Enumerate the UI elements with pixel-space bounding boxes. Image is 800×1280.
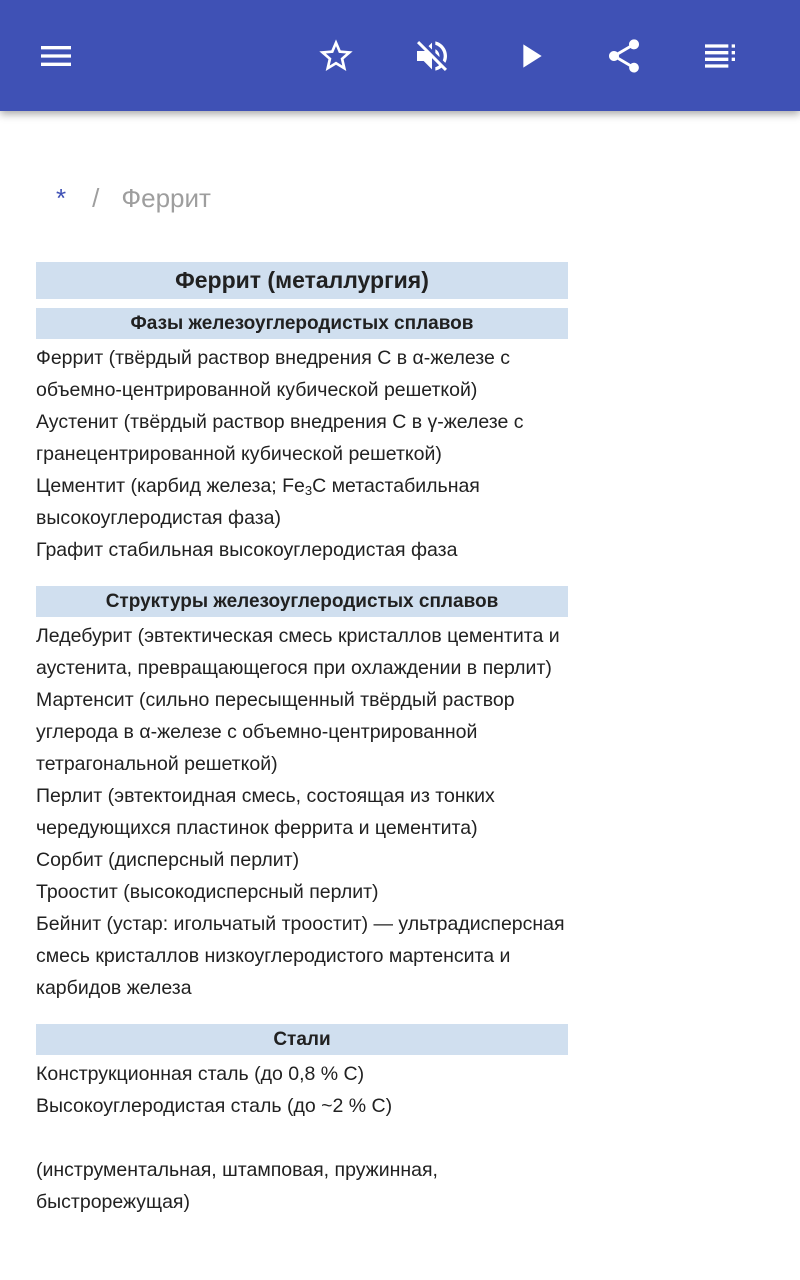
list-item[interactable]: Конструкционная сталь (до 0,8 % С) [36,1063,365,1085]
section-heading: Структуры железоуглеродистых сплавов [36,586,568,617]
subscript: 3 [304,483,313,498]
menu-icon[interactable] [32,32,80,80]
breadcrumb [56,180,211,216]
article-title: Феррит (металлургия) [36,262,568,299]
app-bar [0,0,800,111]
volume-off-icon[interactable] [408,32,456,80]
list-item[interactable]: Феррит (твёрдый раствор внедрения С в α-железе с объемно-центрированной кубической решеткой) [36,347,511,401]
list-item[interactable]: Мартенсит (сильно пересыщенный твёрдый раствор углерода в α-железе с объемно-центрированной тетрагональной решеткой) [36,689,515,775]
breadcrumb-current: Феррит [121,183,211,213]
list-item[interactable]: (инструментальная, штамповая, пружинная, быстрорежущая) [36,1159,438,1213]
list-item[interactable]: Бейнит (устар: игольчатый троостит) — ультрадисперсная смесь кристаллов низкоуглеродистого мартенсита и карбидов железа [36,913,565,999]
list-item[interactable]: Ледебурит (эвтектическая смесь кристаллов цементита и аустенита, превращающегося при охлаждении в перлит) [36,625,560,679]
blank-line [36,1122,568,1154]
list-item[interactable]: Высокоуглеродистая сталь (до ~2 % С) [36,1095,393,1117]
list-item[interactable]: Троостит (высокодисперсный перлит) [36,881,379,903]
item-text: Цементит (карбид железа; Fe [36,475,305,497]
breadcrumb-home-link[interactable]: * [56,183,67,213]
star-icon[interactable] [312,32,360,80]
list-item[interactable]: Графит стабильная высокоуглеродистая фаза [36,539,458,561]
list-item[interactable]: Сорбит (дисперсный перлит) [36,849,300,871]
breadcrumb-separator: / [92,183,100,213]
section-heading: Фазы железоуглеродистых сплавов [36,308,568,339]
playlist-icon[interactable] [696,32,744,80]
play-icon[interactable] [506,32,554,80]
list-item[interactable]: Перлит (эвтектоидная смесь, состоящая из тонких чередующихся пластинок феррита и цементита) [36,785,495,839]
list-item[interactable] [36,470,568,534]
item-text: C метастабильная высокоуглеродистая фаза) [36,475,480,529]
list-item[interactable]: Аустенит (твёрдый раствор внедрения С в γ-железе с гранецентрированной кубической решеткой) [36,411,524,465]
article-content [36,262,568,1218]
share-icon[interactable] [600,32,648,80]
section-heading: Стали [36,1024,568,1055]
